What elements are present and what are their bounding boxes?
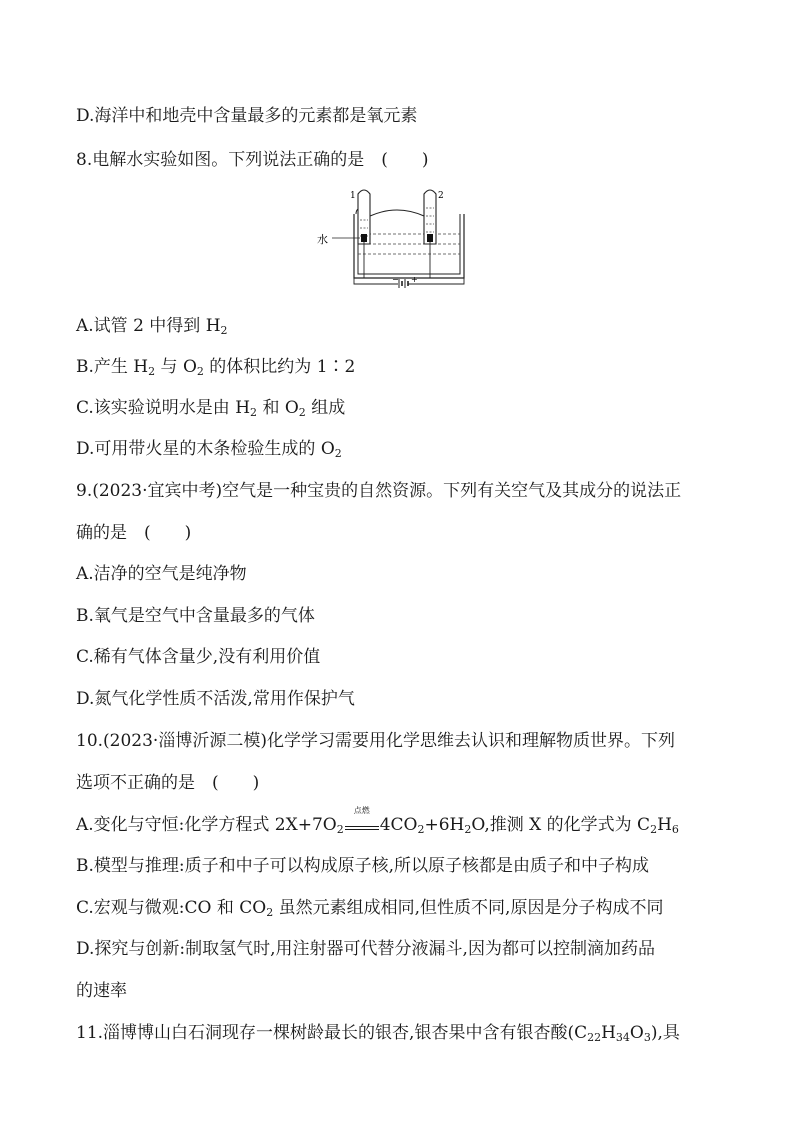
- question-9-option-d: D.氮气化学性质不活泼,常用作保护气: [76, 689, 355, 709]
- question-10-option-a: A.变化与守恒:化学方程式 $2X+7O_2$ 点燃 $4CO_2+6H_2O$,推测 X 的化学式为 $C_2H_6$: [76, 806, 679, 836]
- question-10-option-d-line-2: 的速率: [76, 981, 127, 1001]
- question-10-stem-line-2: 选项不正确的是 ( ): [76, 773, 260, 793]
- question-10-option-d-line-1: D.探究与创新:制取氢气时,用注射器可代替分液漏斗,因为都可以控制滴加药品: [76, 939, 655, 959]
- question-10-option-c: C.宏观与微观:CO 和 $CO_2$ 虽然元素组成相同,但性质不同,原因是分子构成不同: [76, 898, 664, 919]
- question-9-stem-line-1: 9.(2023·宜宾中考)空气是一种宝贵的自然资源。下列有关空气及其成分的说法正: [76, 481, 682, 501]
- question-8-option-a: A.试管 2 中得到 $H_2$: [76, 316, 228, 337]
- reaction-condition: 点燃: [345, 816, 379, 830]
- plus-label: +: [411, 275, 418, 284]
- water-label: 水: [317, 233, 328, 246]
- question-9-option-a: A.洁净的空气是纯净物: [76, 564, 247, 584]
- tube-2-label: 2: [438, 191, 444, 201]
- electrolysis-diagram: [316, 186, 466, 288]
- question-8-stem: 8.电解水实验如图。下列说法正确的是 ( ): [76, 150, 429, 170]
- question-8-option-c: C.该实验说明水是由 $H_2$ 和 $O_2$ 组成: [76, 398, 346, 419]
- question-10-option-b: B.模型与推理:质子和中子可以构成原子核,所以原子核都是由质子和中子构成: [76, 856, 650, 876]
- question-8-option-b: B.产生 $H_2$ 与 $O_2$ 的体积比约为 1∶2: [76, 357, 356, 378]
- tube-1-label: 1: [350, 191, 356, 201]
- minus-label: −: [392, 275, 399, 284]
- option-d-prev: D.海洋中和地壳中含量最多的元素都是氧元素: [76, 106, 418, 126]
- question-9-stem-line-2: 确的是 ( ): [76, 523, 192, 543]
- question-8-option-d: D.可用带火星的木条检验生成的 $O_2$: [76, 439, 342, 460]
- question-9-option-b: B.氧气是空气中含量最多的气体: [76, 606, 315, 626]
- question-9-option-c: C.稀有气体含量少,没有利用价值: [76, 647, 321, 667]
- question-11-stem: 11.淄博博山白石洞现存一棵树龄最长的银杏,银杏果中含有银杏酸$(C_{22}H_{34}O_3)$,具: [76, 1023, 680, 1044]
- question-10-stem-line-1: 10.(2023·淄博沂源二模)化学学习需要用化学思维去认识和理解物质世界。下列: [76, 731, 675, 751]
